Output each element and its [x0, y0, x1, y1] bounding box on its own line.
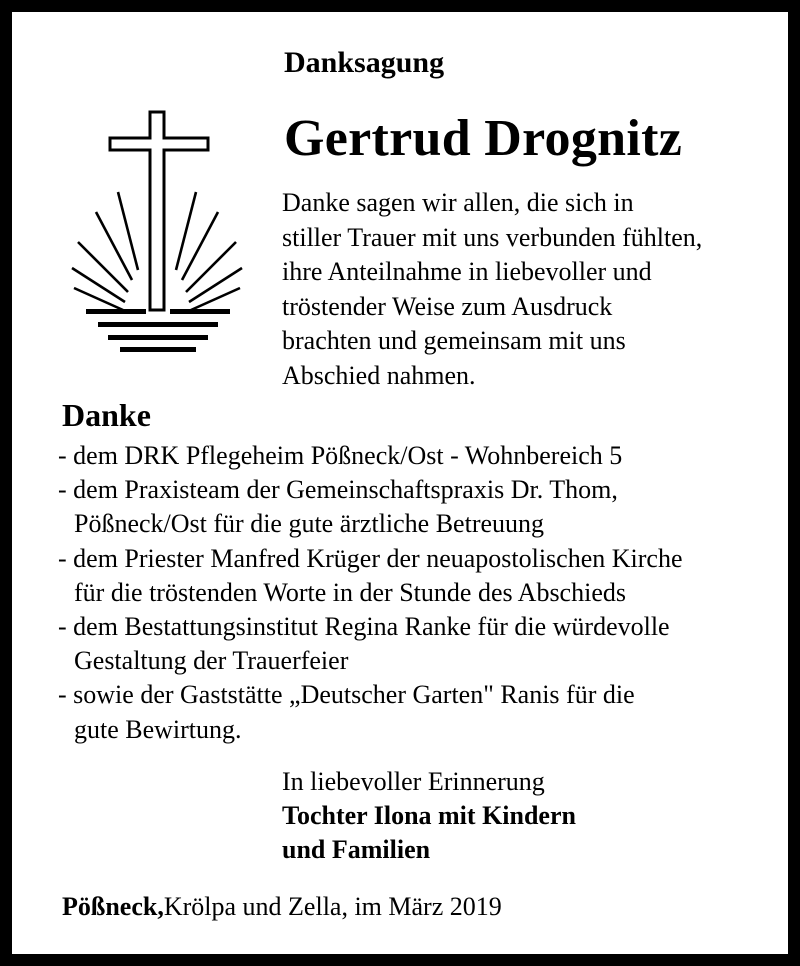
thanks-line: - dem Priester Manfred Krüger der neuapostolischen Kirche [58, 543, 683, 573]
deceased-name: Gertrud Drognitz [284, 110, 683, 167]
footer-rest: Krölpa und Zella, im März 2019 [163, 892, 502, 921]
footer-place-date [62, 892, 502, 922]
intro-line: brachten und gemeinsam mit uns [282, 326, 626, 355]
footer-place: Pößneck, [62, 892, 164, 921]
thanks-line: gute Bewirtung. [74, 714, 242, 744]
closing-signature [282, 765, 576, 867]
thanks-line: - dem Bestattungsinstitut Regina Ranke für die würdevolle [58, 612, 670, 642]
heading: Danksagung [284, 46, 445, 79]
intro-text [282, 186, 702, 393]
closing-line-bold: Tochter Ilona mit Kindern [282, 801, 576, 830]
intro-line: ihre Anteilnahme in liebevoller und [282, 257, 652, 286]
intro-line: Danke sagen wir allen, die sich in [282, 188, 634, 217]
cross-with-rays-and-waves-icon [58, 100, 258, 360]
intro-line: Abschied nahmen. [282, 360, 476, 390]
closing-line: In liebevoller Erinnerung [282, 767, 545, 796]
intro-line: tröstender Weise zum Ausdruck [282, 291, 613, 321]
thanks-line: für die tröstenden Worte in der Stunde des Abschieds [74, 577, 626, 607]
thanks-line: Pößneck/Ost für die gute ärztliche Betreuung [74, 509, 545, 539]
thanks-line: Gestaltung der Trauerfeier [74, 646, 349, 676]
thanks-line: - dem Praxisteam der Gemeinschaftspraxis Dr. Thom, [58, 475, 618, 505]
thanks-line: - sowie der Gaststätte „Deutscher Garten" Ranis für die [58, 680, 635, 710]
thanks-list [58, 439, 683, 747]
danke-title: Danke [62, 397, 151, 433]
thanks-line: - dem DRK Pflegeheim Pößneck/Ost - Wohnbereich 5 [58, 441, 623, 470]
intro-line: stiller Trauer mit uns verbunden fühlten, [282, 222, 703, 252]
closing-line-bold: und Familien [282, 835, 431, 864]
